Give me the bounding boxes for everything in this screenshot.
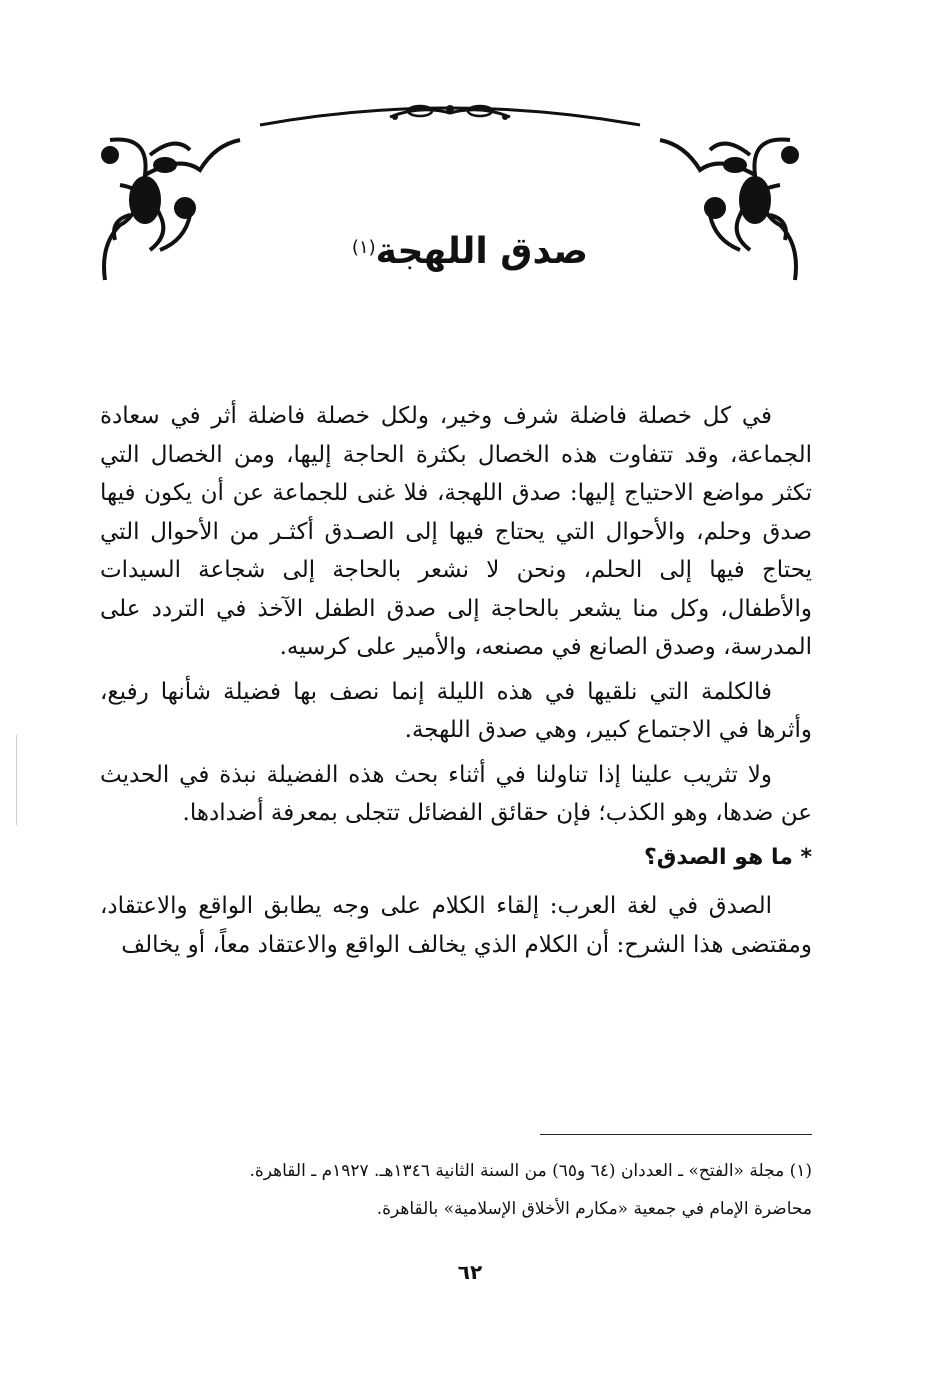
footnote-divider bbox=[540, 1134, 812, 1135]
title-ornament-frame bbox=[90, 95, 810, 315]
paragraph: فالكلمة التي نلقيها في هذه الليلة إنما نصف بها فضيلة شأنها رفيع، وأثرها في الاجتماع كبير، وهي صدق اللهجة. bbox=[100, 678, 812, 743]
section-heading: * ما هو الصدق؟ bbox=[643, 844, 812, 870]
paragraph: في كل خصلة فاضلة شرف وخير، ولكل خصلة فاضلة أثر في سعادة الجماعة، وقد تتفاوت هذه الخصال بكثرة الحاجة إليها، ومن الخصال التي تكثر مواضع الاحتياج إليها: صدق اللهجة، فلا غنى للجماعة عن أن يكون فيها صدق وحلم، والأحوال التي يحتاج فيها إلى الصـدق أكثـر من الأحوال التي يحتاج فيها إلى الحلم، ونحن لا نشعر بالحاجة إلى شجاعة السيدات والأطفال، وكل منا يشعر بالحاجة إلى صدق الطفل الآخذ في التردد على المدرسة، وصدق الصانع في مصنعه، والأمير على كرسيه. bbox=[100, 403, 812, 660]
footnote-line: محاضرة الإمام في جمعية «مكارم الأخلاق الإسلامية» بالقاهرة. bbox=[376, 1199, 812, 1219]
scan-margin-mark bbox=[16, 735, 17, 825]
chapter-title bbox=[0, 222, 940, 282]
paragraph: الصدق في لغة العرب: إلقاء الكلام على وجه يطابق الواقع والاعتقاد، ومقتضى هذا الشرح: أن الكلام الذي يخالف الواقع والاعتقاد معاً، أو يخالف bbox=[100, 893, 812, 958]
body-text bbox=[100, 397, 812, 970]
footnote-reference: (١) bbox=[351, 237, 376, 258]
top-scroll-divider-icon bbox=[260, 105, 640, 125]
footnote-line: (١) مجلة «الفتح» ـ العددان (٦٤ و٦٥) من السنة الثانية ١٣٤٦هـ. ١٩٢٧م ـ القاهرة. bbox=[249, 1161, 812, 1181]
page-number: ٦٢ bbox=[457, 1260, 483, 1284]
paragraph: ولا تثريب علينا إذا تناولنا في أثناء بحث هذه الفضيلة نبذة في الحديث عن ضدها، وهو الكذب؛ فإن حقائق الفضائل تتجلى بمعرفة أضدادها. bbox=[100, 761, 812, 826]
chapter-title-text: صدق اللهجة bbox=[375, 231, 589, 272]
footnotes bbox=[100, 1152, 812, 1228]
